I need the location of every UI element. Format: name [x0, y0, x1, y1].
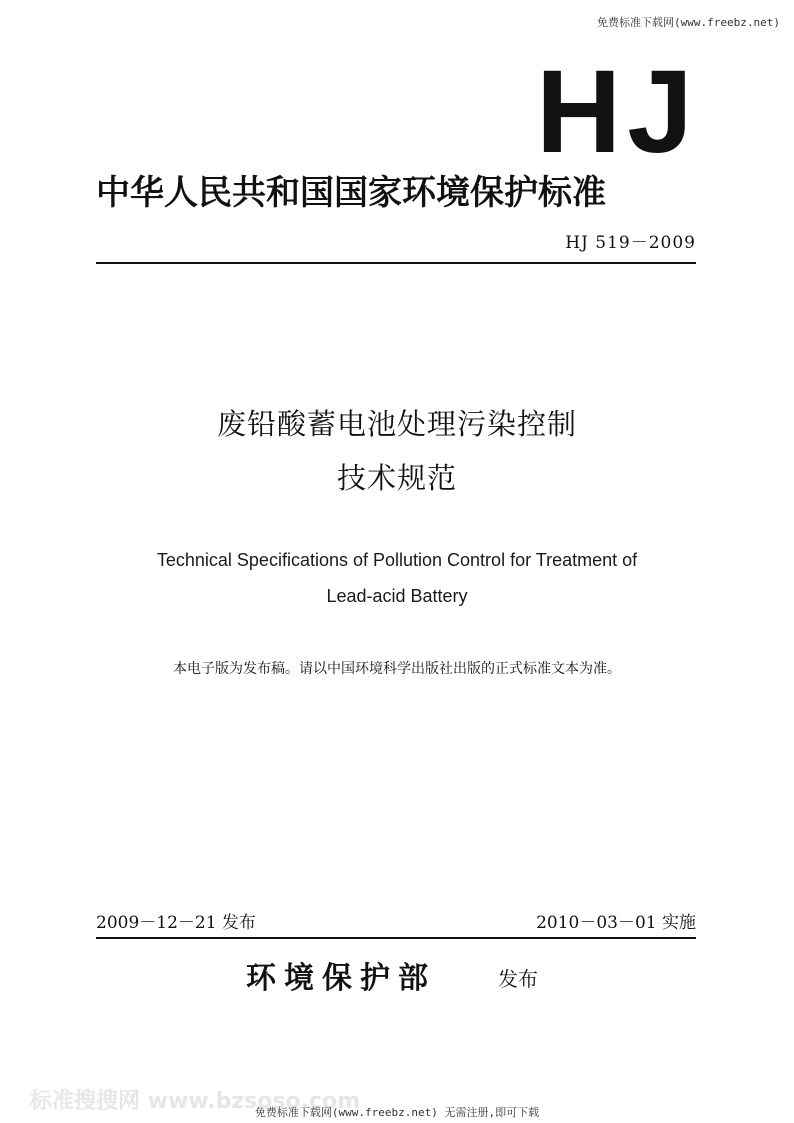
issue-date: 2009－12－21 发布 [96, 913, 256, 933]
title-cn-line1: 废铅酸蓄电池处理污染控制 [216, 407, 577, 441]
top-divider [96, 262, 696, 264]
organization-title: 中华人民共和国国家环境保护标准 [96, 173, 606, 213]
publisher: 环境保护部 [246, 961, 436, 996]
implementation-date: 2010－03－01 实施 [536, 913, 696, 933]
footer-watermark: 免费标准下载网(www.freebz.net) 无需注册,即可下载 [254, 1106, 540, 1119]
publisher-suffix: 发布 [498, 967, 538, 991]
title-cn-line2: 技术规范 [336, 461, 457, 495]
hj-logo: HJ [536, 46, 699, 178]
standard-number: HJ 519－2009 [565, 233, 696, 253]
edition-note: 本电子版为发布稿。请以中国环境科学出版社出版的正式标准文本为准。 [173, 661, 621, 677]
faded-watermark: 标准搜搜网 www.bzsoso.com [30, 1089, 360, 1114]
header-watermark: 免费标准下载网(www.freebz.net) [597, 16, 780, 29]
bottom-divider [96, 937, 696, 939]
title-en-line2: Lead-acid Battery [326, 586, 468, 606]
title-en-line1: Technical Specifications of Pollution Control for Treatment of [156, 550, 638, 570]
